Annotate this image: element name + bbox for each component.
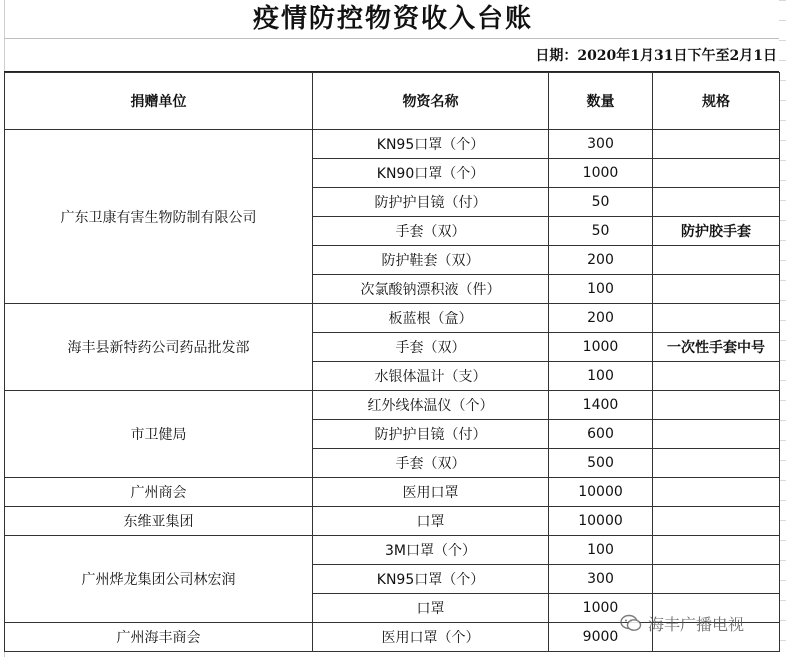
- watermark-text: 海丰广播电视: [648, 614, 745, 634]
- header-spec[interactable]: 规格: [653, 73, 780, 130]
- quantity-cell[interactable]: 100: [549, 275, 653, 304]
- donation-ledger-table: [4, 72, 780, 652]
- quantity-cell[interactable]: 1000: [549, 594, 653, 623]
- table-row: [5, 391, 780, 420]
- quantity-cell[interactable]: 100: [549, 362, 653, 391]
- quantity-cell[interactable]: 500: [549, 449, 653, 478]
- spec-cell[interactable]: [653, 130, 780, 159]
- wechat-icon: [620, 614, 642, 632]
- spec-cell[interactable]: [653, 275, 780, 304]
- donor-cell[interactable]: 东维亚集团: [5, 507, 313, 536]
- quantity-cell[interactable]: 50: [549, 188, 653, 217]
- table-row: [5, 304, 780, 333]
- spec-cell[interactable]: [653, 565, 780, 594]
- spec-cell[interactable]: [653, 188, 780, 217]
- sheet-grid-edge: [779, 0, 786, 657]
- ledger-body: [5, 130, 780, 652]
- quantity-cell[interactable]: 50: [549, 217, 653, 246]
- quantity-cell[interactable]: 1000: [549, 333, 653, 362]
- item-name-cell[interactable]: KN90口罩（个）: [313, 159, 549, 188]
- header-item-name[interactable]: 物资名称: [313, 73, 549, 130]
- quantity-cell[interactable]: 200: [549, 246, 653, 275]
- item-name-cell[interactable]: 手套（双）: [313, 449, 549, 478]
- date-label: 日期：2020年1月31日下午至2月1日: [4, 38, 779, 72]
- spec-cell[interactable]: [653, 304, 780, 333]
- table-row: [5, 130, 780, 159]
- spec-cell[interactable]: [653, 362, 780, 391]
- table-row: [5, 478, 780, 507]
- watermark: [620, 612, 744, 634]
- item-name-cell[interactable]: 防护护目镜（付）: [313, 188, 549, 217]
- spec-cell[interactable]: [653, 420, 780, 449]
- spec-cell[interactable]: [653, 449, 780, 478]
- donor-cell[interactable]: 广东卫康有害生物防制有限公司: [5, 130, 313, 304]
- spec-cell[interactable]: 防护胶手套: [653, 217, 780, 246]
- quantity-cell[interactable]: 300: [549, 130, 653, 159]
- quantity-cell[interactable]: 100: [549, 536, 653, 565]
- item-name-cell[interactable]: 防护鞋套（双）: [313, 246, 549, 275]
- donor-cell[interactable]: 广州海丰商会: [5, 623, 313, 652]
- quantity-cell[interactable]: 1400: [549, 391, 653, 420]
- donor-cell[interactable]: 广州烨龙集团公司林宏润: [5, 536, 313, 623]
- item-name-cell[interactable]: 医用口罩: [313, 478, 549, 507]
- quantity-cell[interactable]: 1000: [549, 159, 653, 188]
- quantity-cell[interactable]: 10000: [549, 507, 653, 536]
- spec-cell[interactable]: [653, 391, 780, 420]
- item-name-cell[interactable]: 3M口罩（个）: [313, 536, 549, 565]
- item-name-cell[interactable]: 防护护目镜（付）: [313, 420, 549, 449]
- sheet-title: 疫情防控物资收入台账: [252, 4, 533, 34]
- spec-cell[interactable]: [653, 159, 780, 188]
- quantity-cell[interactable]: 9000: [549, 623, 653, 652]
- spec-cell[interactable]: [653, 478, 780, 507]
- item-name-cell[interactable]: KN95口罩（个）: [313, 565, 549, 594]
- spec-cell[interactable]: [653, 507, 780, 536]
- item-name-cell[interactable]: 次氯酸钠漂积液（件）: [313, 275, 549, 304]
- spec-cell[interactable]: [653, 246, 780, 275]
- header-row: [5, 73, 780, 130]
- table-row: [5, 536, 780, 565]
- quantity-cell[interactable]: 300: [549, 565, 653, 594]
- spec-cell[interactable]: [653, 536, 780, 565]
- donor-cell[interactable]: 广州商会: [5, 478, 313, 507]
- item-name-cell[interactable]: 口罩: [313, 594, 549, 623]
- item-name-cell[interactable]: KN95口罩（个）: [313, 130, 549, 159]
- quantity-cell[interactable]: 200: [549, 304, 653, 333]
- item-name-cell[interactable]: 水银体温计（支）: [313, 362, 549, 391]
- item-name-cell[interactable]: 手套（双）: [313, 217, 549, 246]
- spec-cell[interactable]: 一次性手套中号: [653, 333, 780, 362]
- item-name-cell[interactable]: 口罩: [313, 507, 549, 536]
- item-name-cell[interactable]: 红外线体温仪（个）: [313, 391, 549, 420]
- quantity-cell[interactable]: 10000: [549, 478, 653, 507]
- donor-cell[interactable]: 市卫健局: [5, 391, 313, 478]
- quantity-cell[interactable]: 600: [549, 420, 653, 449]
- item-name-cell[interactable]: 手套（双）: [313, 333, 549, 362]
- header-quantity[interactable]: 数量: [549, 73, 653, 130]
- donor-cell[interactable]: 海丰县新特药公司药品批发部: [5, 304, 313, 391]
- item-name-cell[interactable]: 板蓝根（盒）: [313, 304, 549, 333]
- table-row: [5, 507, 780, 536]
- header-donor[interactable]: 捐赠单位: [5, 73, 313, 130]
- item-name-cell[interactable]: 医用口罩（个）: [313, 623, 549, 652]
